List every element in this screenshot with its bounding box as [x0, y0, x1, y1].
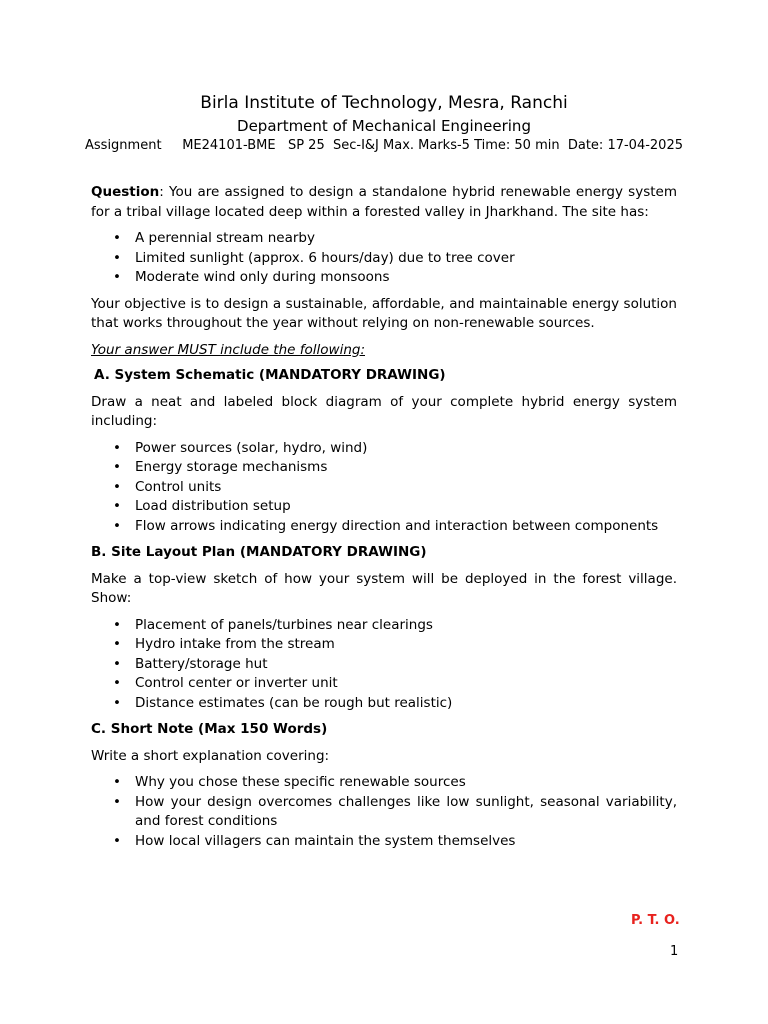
page-number: 1 — [670, 944, 679, 959]
list-item: • A perennial stream nearby — [91, 229, 677, 249]
section-b-intro: Make a top-view sketch of how your system will be deployed in the forest village. Show: — [91, 570, 677, 606]
department-title: Department of Mechanical Engineering — [237, 117, 531, 135]
bullet-icon: • — [113, 230, 121, 246]
section-c-intro: Write a short explanation covering: — [91, 747, 330, 764]
document-body — [91, 183, 677, 858]
list-item: • Control center or inverter unit — [91, 674, 677, 694]
bullet-icon: • — [113, 517, 121, 534]
bullet-icon: • — [113, 675, 121, 691]
must-include-note: Your answer MUST include the following: — [91, 341, 365, 358]
bullet-icon: • — [113, 439, 121, 456]
section-b-heading: B. Site Layout Plan (MANDATORY DRAWING) — [91, 544, 427, 560]
section-a-intro: Draw a neat and labeled block diagram of your complete hybrid energy system including: — [91, 393, 677, 429]
list-item: • How your design overcomes challenges like low sunlight, seasonal variability, and forest conditions — [113, 793, 677, 829]
list-item: • Placement of panels/turbines near clearings — [91, 616, 677, 636]
bullet-icon: • — [113, 793, 121, 810]
question-text: : You are assigned to design a standalone hybrid renewable energy system for a tribal village located deep within a forested valley in Jharkhand. The site has: — [91, 184, 677, 220]
list-item: • Control units — [91, 478, 677, 498]
question-label: Question — [91, 184, 160, 200]
list-item: • Limited sunlight (approx. 6 hours/day) due to tree cover — [91, 249, 677, 269]
section-c-heading: C. Short Note (Max 150 Words) — [91, 721, 328, 737]
bullet-icon: • — [113, 655, 121, 672]
section-a-list — [91, 439, 677, 537]
list-item: • Why you chose these specific renewable sources — [91, 773, 677, 793]
bullet-icon: • — [113, 459, 121, 475]
question-paragraph — [91, 183, 677, 222]
list-item: • Distance estimates (can be rough but realistic) — [91, 694, 677, 714]
section-a-heading: A. System Schematic (MANDATORY DRAWING) — [94, 367, 446, 383]
section-b-list — [91, 616, 677, 714]
section-c-list — [91, 773, 677, 851]
bullet-icon: • — [113, 478, 121, 495]
site-conditions-list — [91, 229, 677, 288]
bullet-icon: • — [113, 616, 121, 633]
bullet-icon: • — [113, 249, 121, 266]
list-item: • How local villagers can maintain the system themselves — [91, 832, 677, 852]
list-item: • Moderate wind only during monsoons — [91, 268, 677, 288]
bullet-icon: • — [113, 498, 121, 514]
assignment-meta: Assignment ME24101-BME SP 25 Sec-I&J Max. Marks-5 Time: 50 min Date: 17-04-2025 — [85, 138, 683, 153]
please-turn-over-label: P. T. O. — [631, 913, 680, 928]
list-item: • Load distribution setup — [91, 497, 677, 517]
list-item: • Battery/storage hut — [91, 655, 677, 675]
objective-paragraph: Your objective is to design a sustainable, affordable, and maintainable energy solution that works throughout the year without relying on non-renewable sources. — [91, 295, 677, 331]
list-item: • Hydro intake from the stream — [91, 635, 677, 655]
bullet-icon: • — [113, 832, 121, 849]
bullet-icon: • — [113, 694, 121, 711]
list-item: • Flow arrows indicating energy direction and interaction between components — [91, 517, 677, 537]
bullet-icon: • — [113, 636, 121, 652]
list-item: • Energy storage mechanisms — [91, 458, 677, 478]
list-item: • Power sources (solar, hydro, wind) — [91, 439, 677, 459]
bullet-icon: • — [113, 269, 121, 285]
institute-title: Birla Institute of Technology, Mesra, Ranchi — [200, 93, 568, 113]
bullet-icon: • — [113, 774, 121, 790]
